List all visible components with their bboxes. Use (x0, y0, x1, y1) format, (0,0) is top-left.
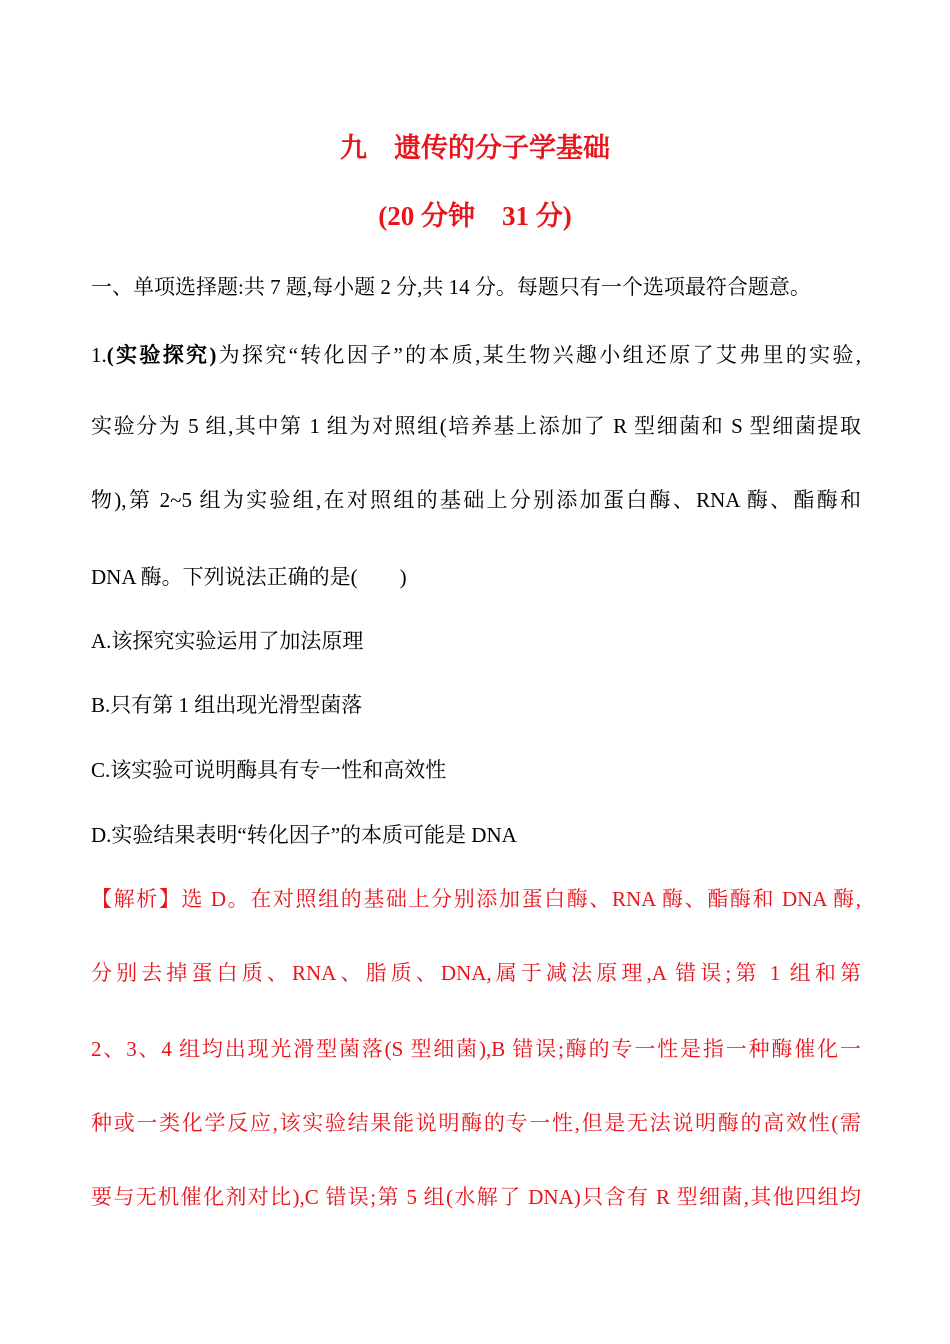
page-title: 九 遗传的分子学基础 (340, 133, 610, 163)
analysis-line-2: 分别去掉蛋白质、RNA、脂质、DNA,属于减法原理,A 错误;第 1 组和第 (91, 961, 861, 985)
option-b: B.只有第 1 组出现光滑型菌落 (91, 693, 363, 717)
question-tag: (实验探究) (106, 343, 217, 367)
option-d: D.实验结果表明“转化因子”的本质可能是 DNA (91, 823, 517, 847)
option-a: A.该探究实验运用了加法原理 (91, 629, 364, 653)
question-line-2: 实验分为 5 组,其中第 1 组为对照组(培养基上添加了 R 型细菌和 S 型细菌提取 (91, 414, 861, 438)
analysis-line-3: 2、3、4 组均出现光滑型菌落(S 型细菌),B 错误;酶的专一性是指一种酶催化一 (91, 1037, 861, 1061)
question-number: 1. (91, 343, 107, 367)
question-line-4: DNA 酶。下列说法正确的是( ) (91, 565, 407, 589)
option-c: C.该实验可说明酶具有专一性和高效性 (91, 758, 447, 782)
question-text: 为探究“转化因子”的本质,某生物兴趣小组还原了艾弗里的实验, (216, 343, 861, 367)
section-heading: 一、单项选择题:共 7 题,每小题 2 分,共 14 分。每题只有一个选项最符合题意。 (91, 275, 811, 299)
question-line-1 (91, 340, 861, 370)
analysis-line-4: 种或一类化学反应,该实验结果能说明酶的专一性,但是无法说明酶的高效性(需 (91, 1111, 861, 1135)
analysis-line-1: 【解析】选 D。在对照组的基础上分别添加蛋白酶、RNA 酶、酯酶和 DNA 酶, (91, 887, 861, 911)
analysis-line-5: 要与无机催化剂对比),C 错误;第 5 组(水解了 DNA)只含有 R 型细菌,其他四组均 (91, 1185, 861, 1209)
question-line-3: 物),第 2~5 组为实验组,在对照组的基础上分别添加蛋白酶、RNA 酶、酯酶和 (91, 488, 861, 512)
page-subtitle: (20 分钟 31 分) (378, 201, 572, 231)
